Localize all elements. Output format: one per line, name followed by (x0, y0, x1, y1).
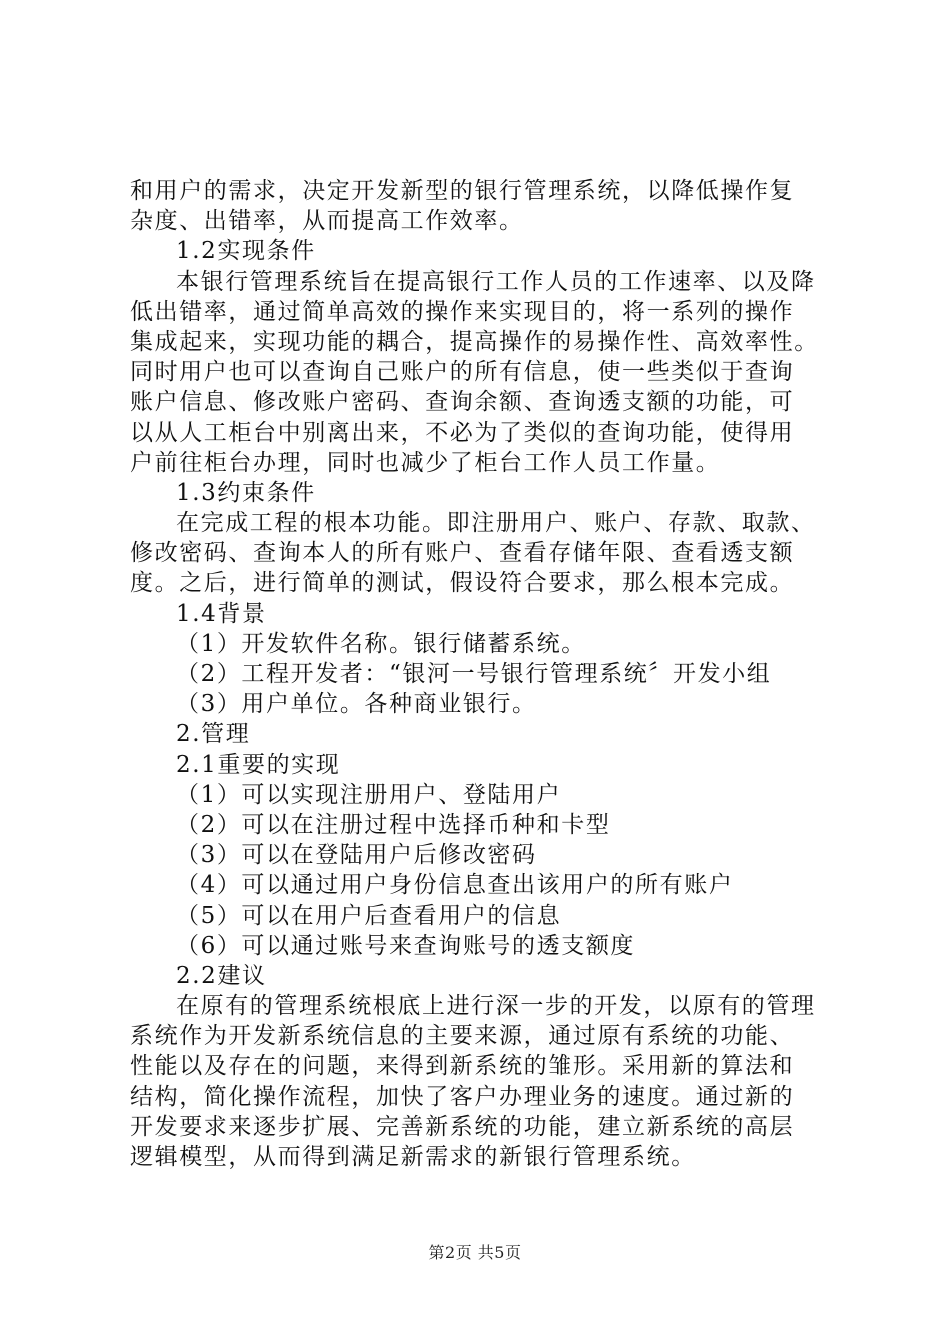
text-line: 账户信息、修改账户密码、查询余额、查询透支额的功能，可 (130, 389, 795, 416)
list-item: （2）可以在注册过程中选择币种和卡型 (176, 811, 611, 838)
text-line: 以从人工柜台中别离出来，不必为了类似的查询功能，使得用 (130, 419, 795, 446)
text-line: 性能以及存在的问题，来得到新系统的雏形。采用新的算法和 (130, 1053, 795, 1080)
text-line: 杂度、出错率，从而提高工作效率。 (130, 208, 524, 235)
text-line: 度。之后，进行简单的测试，假设符合要求，那么根本完成。 (130, 570, 795, 597)
section-heading-1-2: 1.2实现条件 (176, 238, 316, 265)
text-line: 结构，简化操作流程，加快了客户办理业务的速度。通过新的 (130, 1083, 795, 1110)
list-item: （5）可以在用户后查看用户的信息 (176, 902, 562, 929)
text-line: 集成起来，实现功能的耦合，提高操作的易操作性、高效率性。 (130, 328, 819, 355)
list-item: （3）用户单位。各种商业银行。 (176, 691, 537, 718)
text-line: 在完成工程的根本功能。即注册用户、账户、存款、取款、 (176, 510, 816, 537)
document-body (130, 176, 835, 1172)
text-line: 户前往柜台办理，同时也减少了柜台工作人员工作量。 (130, 449, 721, 476)
section-heading-1-3: 1.3约束条件 (176, 479, 316, 506)
text-line: 逻辑模型，从而得到满足新需求的新银行管理系统。 (130, 1144, 696, 1170)
list-item: （1）开发软件名称。银行储蓄系统。 (176, 630, 586, 657)
section-heading-2: 2.管理 (176, 721, 251, 748)
list-item: （1）可以实现注册用户、登陆用户 (176, 781, 562, 808)
list-item: （6）可以通过账号来查询账号的透支额度 (176, 932, 636, 959)
text-line: 本银行管理系统旨在提高银行工作人员的工作速率、以及降 (176, 268, 816, 295)
list-item: （4）可以通过用户身份信息查出该用户的所有账户 (176, 872, 734, 899)
section-heading-1-4: 1.4背景 (176, 600, 267, 627)
text-line: 和用户的需求，决定开发新型的银行管理系统，以降低操作复 (130, 178, 795, 204)
page-number-footer: 第2页 共5页 (428, 1243, 522, 1262)
text-line: 系统作为开发新系统信息的主要来源，通过原有系统的功能、 (130, 1023, 795, 1050)
section-heading-2-2: 2.2建议 (176, 962, 267, 989)
list-item: （3）可以在登陆用户后修改密码 (176, 842, 537, 869)
text-line: 开发要求来逐步扩展、完善新系统的功能，建立新系统的高层 (130, 1113, 795, 1140)
text-line: 同时用户也可以查询自己账户的所有信息，使一些类似于查询 (130, 359, 795, 386)
text-line: 修改密码、查询本人的所有账户、查看存储年限、查看透支额 (130, 540, 795, 567)
list-item: （2）工程开发者：“银河一号银行管理系统〞开发小组 (176, 661, 772, 687)
section-heading-2-1: 2.1重要的实现 (176, 751, 341, 778)
text-line: 在原有的管理系统根底上进行深一步的开发，以原有的管理 (176, 993, 816, 1020)
text-line: 低出错率，通过简单高效的操作来实现目的，将一系列的操作 (130, 298, 795, 325)
